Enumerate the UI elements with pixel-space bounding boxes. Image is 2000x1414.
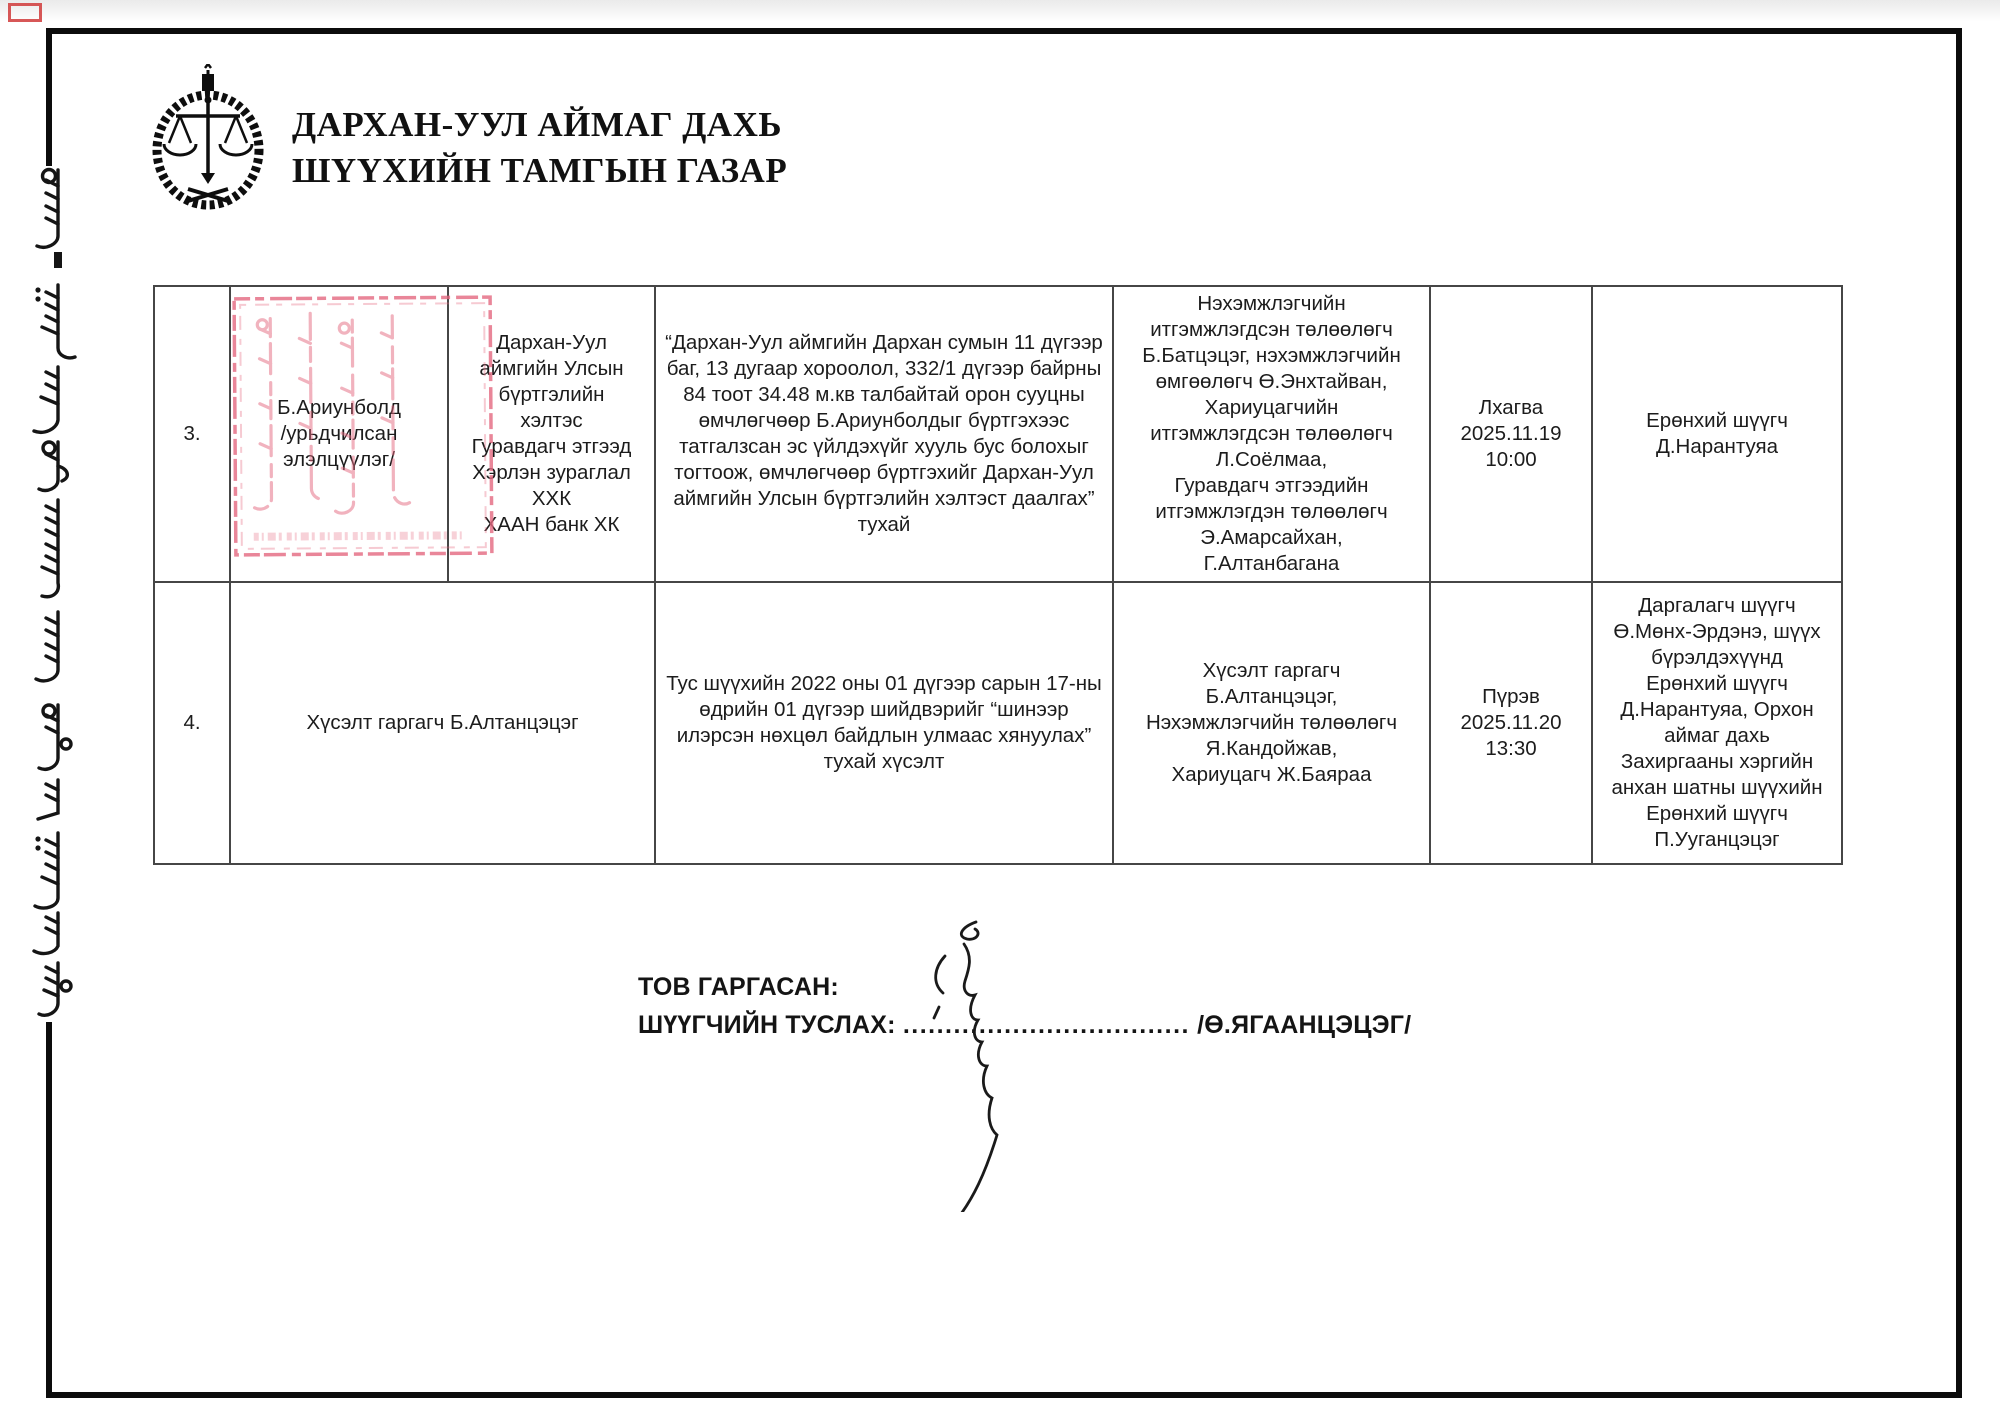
frame-bottom-border: [46, 1392, 1962, 1398]
case-subject-cell: “Дархан-Уул аймгийн Дархан сумын 11 дүгээр баг, 13 дугаар хороолол, 332/1 дүгээр байрны 84 тоот 34.48 м.кв талбайтай орон сууцны өмчлөгчөөр Б.Ариунболдыг бүртгэхээс татгалзсан эс үйлдэхүйг хууль бус болохыг тогтоож, өмчлөгчөөр бүртгэхийг Дархан-Уул аймгийн Улсын бүртгэлийн хэлтэст даалгах” тухай: [655, 286, 1113, 582]
justice-scales-logo-icon: [143, 64, 273, 212]
table-row: [154, 582, 1842, 864]
signature-dotted-line: ..................................: [902, 1011, 1190, 1039]
scan-shadow: [0, 0, 2000, 22]
footer-assistant-name: /Ө.ЯГААНЦЭЦЭГ/: [1197, 1011, 1412, 1039]
party-cell: Б.Ариунболд /урьдчилсан элэлцүүлэг/: [230, 286, 448, 582]
table-row: [154, 286, 1842, 582]
footer-assistant-label: ШҮҮГЧИЙН ТУСЛАХ:: [638, 1011, 896, 1039]
participants-cell: Нэхэмжлэгчийн итгэмжлэгдсэн төлөөлөгч Б.Батцэцэг, нэхэмжлэгчийн өмгөөлөгч Ө.Энхтайван, Хариуцагчийн итгэмжлэгдсэн төлөөлөгч Л.Соёлмаа, Гуравдагч этгээдийн итгэмжлэгдэн төлөөлөгч Э.Амарсайхан, Г.Алтанбагана: [1113, 286, 1430, 582]
footer-made-by: ТОВ ГАРГАСАН:: [638, 973, 839, 1001]
judge-cell: Даргалагч шүүгч Ө.Мөнх-Эрдэнэ, шүүх бүрэлдэхүүнд Ерөнхий шүүгч Д.Нарантуяа, Орхон аймаг дахь Захиргааны хэргийн анхан шатны шүүхийн Ерөнхий шүүгч П.Ууганцэцэг: [1592, 582, 1842, 864]
frame-top-border: [46, 28, 1962, 34]
hearing-datetime-cell: Лхагва 2025.11.19 10:00: [1430, 286, 1592, 582]
party-cell: Хүсэлт гаргагч Б.Алтанцэцэг: [230, 582, 655, 864]
red-corner-mark: [8, 3, 42, 22]
hearing-schedule-table: [153, 285, 1843, 865]
case-number-cell: 3.: [154, 286, 230, 582]
case-subject-cell: Тус шүүхийн 2022 оны 01 дүгээр сарын 17-ны өдрийн 01 дүгээр шийдвэрийг “шинээр илэрсэн нөхцөл байдлын улмаас хянуулах” тухай хүсэлт: [655, 582, 1113, 864]
case-number-cell: 4.: [154, 582, 230, 864]
frame-left-border-top: [46, 28, 52, 166]
handwritten-signature-icon: [898, 912, 1048, 1212]
participants-cell: Хүсэлт гаргагч Б.Алтанцэцэг, Нэхэмжлэгчийн төлөөлөгч Я.Кандойжав, Хариуцагч Ж.Баяраа: [1113, 582, 1430, 864]
judge-cell: Ерөнхий шүүгч Д.Нарантуяа: [1592, 286, 1842, 582]
frame-left-border-bottom: [46, 1022, 52, 1398]
respondent-cell: Дархан-Уул аймгийн Улсын бүртгэлийн хэлтэс Гуравдагч этгээд Хэрлэн зураглал ХХК ХААН банк ХК: [448, 286, 655, 582]
org-title: [292, 102, 787, 194]
frame-right-border: [1956, 28, 1962, 1398]
org-title-line1: ДАРХАН-УУЛ АЙМАГ ДАХЬ: [292, 105, 782, 144]
org-title-line2: ШҮҮХИЙН ТАМГЫН ГАЗАР: [292, 151, 788, 190]
mongolian-vertical-script-icon: [12, 158, 84, 1028]
hearing-datetime-cell: Пүрэв 2025.11.20 13:30: [1430, 582, 1592, 864]
